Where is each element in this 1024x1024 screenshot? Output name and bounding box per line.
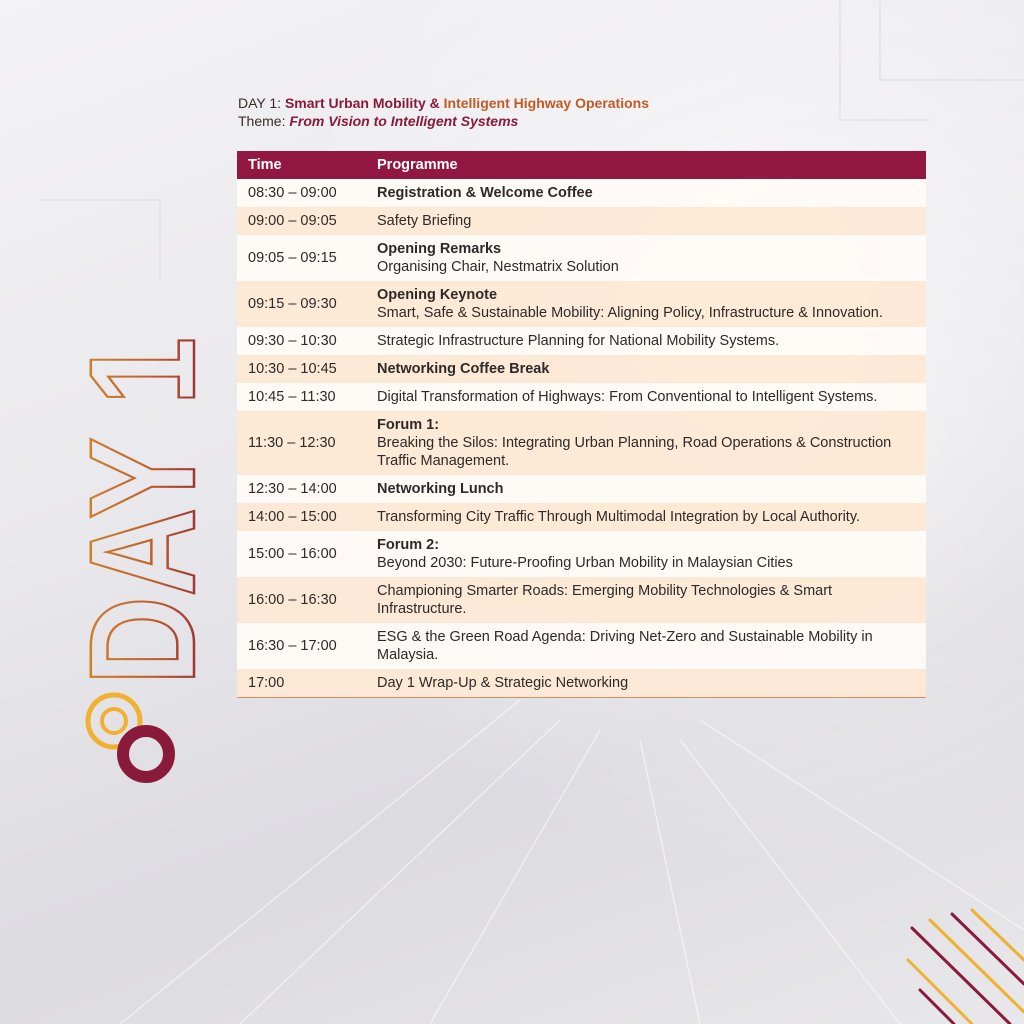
programme-cell (366, 411, 926, 475)
programme-description: Safety Briefing (377, 213, 472, 229)
time-cell: 16:00 – 16:30 (237, 577, 366, 623)
decorative-lines (900, 900, 1024, 1024)
programme-title: Networking Coffee Break (377, 361, 550, 377)
schedule-table (237, 151, 926, 698)
table-row (237, 383, 926, 411)
table-row (237, 669, 926, 698)
programme-cell (366, 623, 926, 669)
table-row (237, 207, 926, 235)
table-row (237, 327, 926, 355)
table-row (237, 179, 926, 207)
programme-cell (366, 327, 926, 355)
programme-description: Smart, Safe & Sustainable Mobility: Aligning Policy, Infrastructure & Innovation. (377, 305, 883, 321)
time-cell: 17:00 (237, 669, 366, 698)
programme-cell (366, 235, 926, 281)
day-heading (238, 94, 649, 112)
table-row (237, 411, 926, 475)
day-label: DAY 1: (238, 95, 282, 111)
day-title-part2: Intelligent Highway Operations (443, 95, 649, 111)
programme-description: Digital Transformation of Highways: From Conventional to Intelligent Systems. (377, 389, 878, 405)
table-row (237, 235, 926, 281)
table-row (237, 577, 926, 623)
programme-cell (366, 669, 926, 698)
table-row (237, 623, 926, 669)
programme-description: Championing Smarter Roads: Emerging Mobility Technologies & Smart Infrastructure. (377, 583, 833, 617)
programme-description: Beyond 2030: Future-Proofing Urban Mobility in Malaysian Cities (377, 555, 793, 571)
time-cell: 14:00 – 15:00 (237, 503, 366, 531)
day-vertical-graphic (58, 259, 226, 687)
table-row (237, 475, 926, 503)
programme-column-header: Programme (366, 151, 926, 179)
programme-cell (366, 531, 926, 577)
day-vertical-text: DAY 1 (58, 259, 226, 685)
programme-cell (366, 355, 926, 383)
programme-cell (366, 179, 926, 207)
programme-title: Forum 2: (377, 537, 440, 553)
table-row (237, 531, 926, 577)
programme-description: Day 1 Wrap-Up & Strategic Networking (377, 675, 629, 691)
time-cell: 09:05 – 09:15 (237, 235, 366, 281)
programme-cell (366, 503, 926, 531)
table-row (237, 503, 926, 531)
rings-graphic (82, 690, 182, 790)
programme-cell (366, 475, 926, 503)
table-header-row (237, 151, 926, 179)
programme-title: Networking Lunch (377, 481, 504, 497)
programme-title: Opening Remarks (377, 241, 502, 257)
programme-cell (366, 207, 926, 235)
time-cell: 16:30 – 17:00 (237, 623, 366, 669)
programme-description: Breaking the Silos: Integrating Urban Planning, Road Operations & Construction Traffic Management. (377, 435, 892, 469)
time-column-header: Time (237, 151, 366, 179)
time-cell: 09:30 – 10:30 (237, 327, 366, 355)
time-cell: 10:30 – 10:45 (237, 355, 366, 383)
programme-title: Forum 1: (377, 417, 440, 433)
time-cell: 11:30 – 12:30 (237, 411, 366, 475)
programme-title: Opening Keynote (377, 287, 498, 303)
theme-value: From Vision to Intelligent Systems (289, 113, 519, 129)
time-cell: 09:00 – 09:05 (237, 207, 366, 235)
day-title-part1: Smart Urban Mobility & (284, 95, 440, 111)
programme-description: Organising Chair, Nestmatrix Solution (377, 259, 619, 275)
table-row (237, 355, 926, 383)
programme-description: Transforming City Traffic Through Multimodal Integration by Local Authority. (377, 509, 861, 525)
time-cell: 09:15 – 09:30 (237, 281, 366, 327)
programme-description: Strategic Infrastructure Planning for National Mobility Systems. (377, 333, 780, 349)
day-title (238, 94, 649, 130)
theme-label: Theme: (238, 113, 286, 129)
time-cell: 10:45 – 11:30 (237, 383, 366, 411)
time-cell: 08:30 – 09:00 (237, 179, 366, 207)
programme-cell (366, 281, 926, 327)
time-cell: 15:00 – 16:00 (237, 531, 366, 577)
programme-cell (366, 577, 926, 623)
theme-line (238, 112, 649, 130)
programme-cell (366, 383, 926, 411)
time-cell: 12:30 – 14:00 (237, 475, 366, 503)
programme-title: Registration & Welcome Coffee (377, 185, 593, 201)
table-row (237, 281, 926, 327)
programme-description: ESG & the Green Road Agenda: Driving Net-Zero and Sustainable Mobility in Malaysia. (377, 629, 873, 663)
